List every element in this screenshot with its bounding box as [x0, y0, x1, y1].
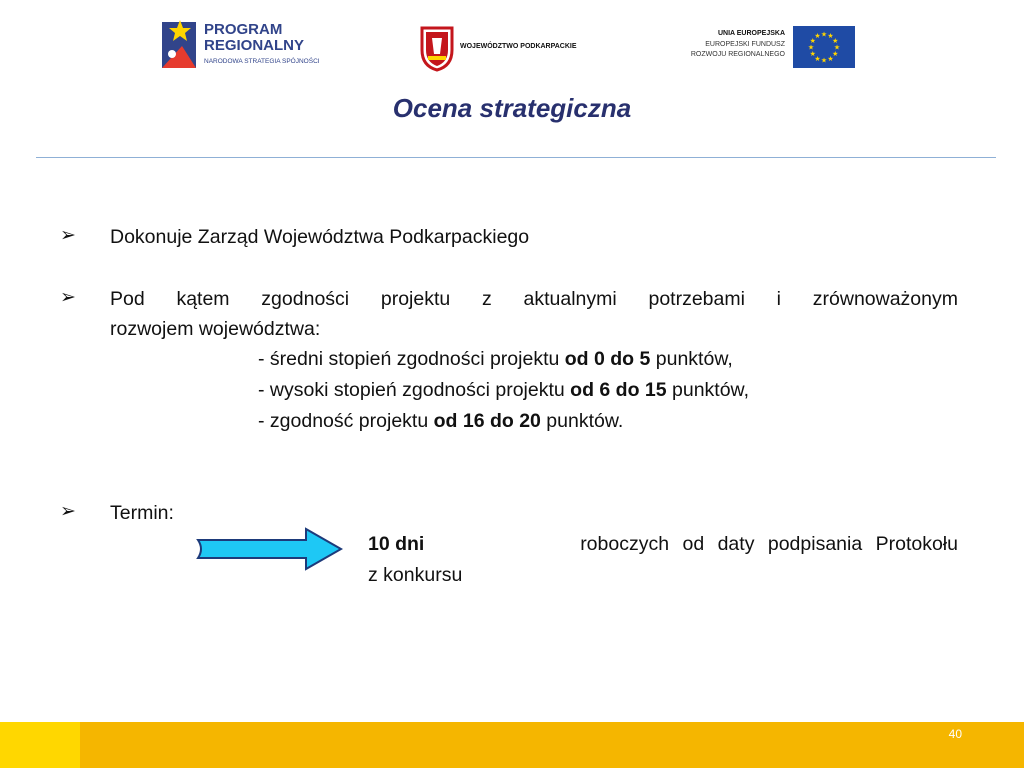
svg-text:★: ★ — [814, 33, 821, 41]
svg-text:★: ★ — [820, 57, 828, 65]
svg-text:★: ★ — [832, 51, 839, 58]
bullet-arrow-icon: ➢ — [60, 225, 76, 246]
right-arrow-icon — [194, 526, 346, 572]
bullet-2-line-2: rozwojem województwa: — [110, 318, 321, 340]
footer-bar — [0, 722, 1024, 768]
eu-flag-icon — [793, 26, 855, 68]
footer-accent — [0, 722, 80, 768]
svg-text:★: ★ — [833, 44, 841, 52]
termin-rest: roboczych od daty podpisania Protokołu — [580, 533, 958, 555]
coat-of-arms-icon — [418, 24, 456, 72]
wojewodztwo-label: WOJEWÓDZTWO PODKARPACKIE — [460, 43, 577, 50]
svg-text:★: ★ — [827, 33, 834, 41]
program-regionalny-logo — [158, 16, 348, 74]
wojewodztwo-logo — [418, 24, 618, 72]
svg-text:★: ★ — [814, 55, 821, 63]
termin-line-2: z konkursu — [368, 564, 463, 586]
regionalny-label: REGIONALNY — [204, 37, 305, 54]
svg-text:★: ★ — [809, 51, 816, 58]
bullet-arrow-icon: ➢ — [60, 287, 76, 308]
program-regionalny-emblem-icon — [158, 16, 202, 74]
svg-text:★: ★ — [820, 31, 828, 39]
program-label: PROGRAM — [204, 21, 283, 38]
page-title: Ocena strategiczna — [392, 93, 632, 123]
fund-label-1: EUROPEJSKI FUNDUSZ — [705, 41, 785, 48]
bullet-arrow-icon: ➢ — [60, 501, 76, 522]
bullet-2-line-1: Pod kątem zgodności projektu z aktualnymi potrzebami i zrównoważonym — [110, 288, 958, 310]
svg-text:★: ★ — [809, 38, 816, 45]
eu-label: UNIA EUROPEJSKA — [717, 30, 785, 37]
svg-text:★: ★ — [807, 44, 815, 52]
strategia-label: NARODOWA STRATEGIA SPÓJNOŚCI — [204, 58, 320, 65]
page-number: 40 — [948, 727, 962, 741]
termin-line-1 — [368, 532, 958, 556]
sub-item-2: - wysoki stopień zgodności projektu od 6 do 15 punktów, — [258, 379, 749, 401]
bullet-1-text: Dokonuje Zarząd Województwa Podkarpackiego — [110, 226, 530, 248]
sub-item-3: - zgodność projektu od 16 do 20 punktów. — [258, 410, 624, 432]
termin-days: 10 dni — [368, 533, 425, 555]
sub-item-1: - średni stopień zgodności projektu od 0 do 5 punktów, — [258, 348, 733, 370]
svg-text:★: ★ — [832, 38, 839, 45]
svg-text:★: ★ — [827, 55, 834, 63]
fund-label-2: ROZWOJU REGIONALNEGO — [690, 51, 785, 58]
title-divider — [36, 157, 996, 158]
bullet-3-text: Termin: — [110, 502, 174, 524]
eu-logo — [680, 24, 855, 70]
